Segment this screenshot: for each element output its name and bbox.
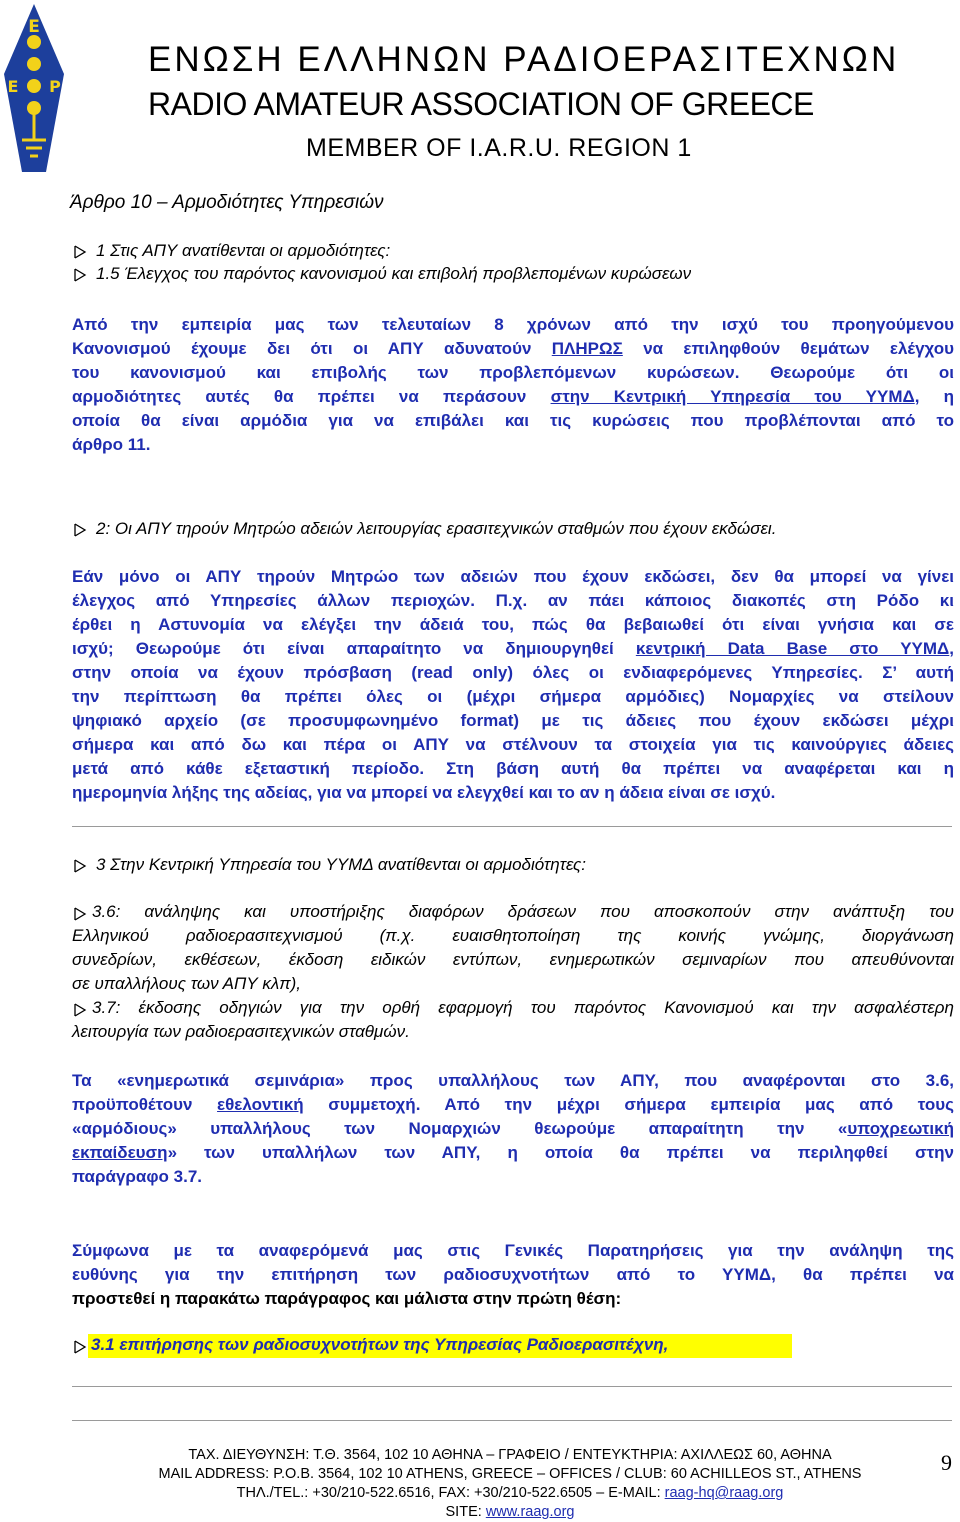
underlined-text: ΠΛΗΡΩΣ: [551, 339, 623, 358]
article-title: Άρθρο 10 – Αρμοδιότητες Υπηρεσιών: [70, 192, 384, 213]
arrow-bullet-icon: [73, 1003, 87, 1017]
para2-line: ημερομηνία λήξης της αδείας, για να μπορεί να ελεγχθεί και το αν η άδεια είναι σε ισχύ.: [72, 783, 776, 802]
email-link[interactable]: raag-hq@raag.org: [664, 1485, 784, 1501]
para4-line: προϋποθέτουν εθελοντική συμμετοχή. Από την μέχρι σήμερα εμπειρία μας από τους: [72, 1095, 954, 1114]
paragraph-2: [72, 565, 954, 805]
para1-line: Από την εμπειρία μας των τελευταίων 8 χρόνων από την ισχύ του προηγούμενου: [72, 315, 954, 334]
footer-line-4: SITE: www.raag.org: [445, 1504, 575, 1520]
para5-line: ευθύνης για την επιτήρηση των ραδιοσυχνοτήτων από το ΥΥΜΔ, θα πρέπει να: [72, 1265, 954, 1284]
footer-divider: [72, 1420, 952, 1421]
underlined-text: εκπαίδευση: [72, 1143, 168, 1162]
arrow-bullet-icon: [73, 245, 87, 259]
para1-line: οποία θα είναι αρμόδια για να επιβάλει και τις κυρώσεις που προβλέπονται από το: [72, 411, 954, 430]
para2-line: την περίπτωση θα πρέπει όλες οι (μέχρι σήμερα αρμόδιες) Νομαρχίες να στείλουν: [72, 687, 954, 706]
footer: [100, 1446, 920, 1522]
item-2: 2: Οι ΑΠΥ τηρούν Μητρώο αδειών λειτουργίας ερασιτεχνικών σταθμών που έχουν εκδώσει.: [96, 519, 777, 538]
page-number: 9: [941, 1450, 952, 1475]
paragraph-4: [72, 1069, 954, 1189]
para1-line: αρμοδιότητες αυτές θα πρέπει να περάσουν στην Κεντρική Υπηρεσία του ΥΥΜΔ, η: [72, 387, 955, 406]
logo-letter-top: Ε: [28, 17, 40, 37]
highlighted-paragraph: 3.1 επιτήρησης των ραδιοσυχνοτήτων της Υπηρεσίας Ραδιοερασιτέχνη,: [91, 1335, 669, 1354]
paragraph-3: [72, 900, 954, 1044]
para4-line: εκπαίδευση» των υπαλλήλων των ΑΠΥ, η οποία θα πρέπει να περιληφθεί στην: [72, 1143, 954, 1162]
divider: [72, 826, 952, 827]
raag-logo: [2, 2, 66, 174]
para2-line: έλεγχος από Υπηρεσίες άλλων περιοχών. Π.χ. αν πάει κάποιος διακοπές στη Ρόδο κι: [72, 591, 954, 610]
arrow-bullet-icon: [73, 1340, 87, 1354]
underlined-text: στην Κεντρική Υπηρεσία του ΥΥΜΔ: [550, 387, 915, 406]
para1-line: Κανονισμού έχουμε δει ότι οι ΑΠΥ αδυνατούν ΠΛΗΡΩΣ να επιληφθούν θεμάτων ελέγχου: [72, 339, 954, 358]
para2-line: στην οποία να έχουν πρόσβαση (read only) όλες οι ενδιαφερόμενες Υπηρεσίες. Σ’ αυτή: [72, 663, 954, 682]
para3-line: 3.6: ανάληψης και υποστήριξης διαφόρων δράσεων που αποσκοπούν στην ανάπτυξη του: [92, 902, 954, 921]
para1-line: άρθρο 11.: [72, 435, 151, 454]
para4-line: «αρμόδιους» υπαλλήλους των Νομαρχιών θεωρούμε απαραίτητη την «υποχρεωτική: [72, 1119, 954, 1138]
para3-line: λειτουργία των ραδιοερασιτεχνικών σταθμών.: [72, 1022, 410, 1041]
divider: [72, 1386, 952, 1387]
underlined-text: κεντρική Data Base στο ΥΥΜΔ: [635, 639, 950, 658]
footer-line-2: MAIL ADDRESS: P.O.B. 3564, 102 10 ATHENS, GREECE – OFFICES / CLUB: 60 ACHILLEOS ST., ATHENS: [158, 1466, 862, 1482]
logo-letter-left: Ε: [7, 77, 19, 96]
para2-line: έρθει η Αστυνομία να ελέγξει την άδειά του, πώς θα βεβαιωθεί ότι είναι γνήσια και σε: [72, 615, 954, 634]
para1-line: του κανονισμού και επιβολής των προβλεπόμενων κυρώσεων. Θεωρούμε ότι οι: [72, 363, 954, 382]
item-3: 3 Στην Κεντρική Υπηρεσία του ΥΥΜΔ ανατίθενται οι αρμοδιότητες:: [96, 855, 587, 874]
underlined-text: εθελοντική: [217, 1095, 304, 1114]
underlined-text: υποχρεωτική: [847, 1119, 954, 1138]
para2-line: σήμερα και από δω και πέρα οι ΑΠΥ να στέλνουν τα στοιχεία για τις καινούργιες άδειες: [72, 735, 954, 754]
site-link[interactable]: www.raag.org: [485, 1504, 575, 1520]
para2-line: μετά από κάθε εξεταστική περίοδο. Στη βάση αυτή θα πρέπει να αναφέρεται και η: [72, 759, 954, 778]
para2-line: Εάν μόνο οι ΑΠΥ τηρούν Μητρώο των αδειών που έχουν εκδώσει, δεν θα μπορεί να γίνει: [72, 567, 954, 586]
para5-line: Σύμφωνα με τα αναφερόμενά μας στις Γενικές Παρατηρήσεις για την ανάληψη της: [72, 1241, 954, 1260]
footer-line-3: ΤΗΛ./TEL.: +30/210-522.6516, FAX: +30/210-522.6505 – E-MAIL: raag-hq@raag.org: [236, 1485, 784, 1501]
para4-line: παράγραφο 3.7.: [72, 1167, 203, 1186]
item-1-5: 1.5 Έλεγχος του παρόντος κανονισμού και επιβολή προβλεπομένων κυρώσεων: [96, 264, 692, 283]
para3-line: συνεδρίων, εκθέσεων, έκδοση ειδικών εντύπων, ενημερωτικών σεμιναρίων που απευθύνονται: [72, 950, 954, 969]
arrow-bullet-icon: [73, 859, 87, 873]
paragraph-5: [72, 1239, 954, 1311]
org-name-english: RADIO AMATEUR ASSOCIATION OF GREECE: [148, 86, 814, 122]
org-name-greek: ΕΝΩΣΗ ΕΛΛΗΝΩΝ ΡΑΔΙΟΕΡΑΣΙΤΕΧΝΩΝ: [148, 40, 900, 79]
footer-line-1: ΤΑΧ. ΔΙΕΥΘΥΝΣΗ: Τ.Θ. 3564, 102 10 ΑΘΗΝΑ – ΓΡΑΦΕΙΟ / ΕΝΤΕΥΚΤΗΡΙΑ: ΑΧΙΛΛΕΩΣ 60, ΑΘΗΝΑ: [188, 1447, 832, 1463]
para3-line: Ελληνικού ραδιοερασιτεχνισμού (π.χ. ευαισθητοποίηση της κοινής γνώμης, διοργάνωση: [72, 926, 954, 945]
logo-letter-right: Ρ: [49, 77, 61, 96]
arrow-bullet-icon: [73, 268, 87, 282]
para5-line: προστεθεί η παρακάτω παράγραφος και μάλιστα στην πρώτη θέση:: [72, 1289, 622, 1308]
item-1: 1 Στις ΑΠΥ ανατίθενται οι αρμοδιότητες:: [96, 241, 391, 260]
para3-line: σε υπαλλήλους των ΑΠΥ κλπ),: [72, 974, 302, 993]
arrow-bullet-icon: [73, 523, 87, 537]
para2-line: ψηφιακό αρχείο (σε προσυμφωνημένο format) με τις άδειες που έχουν εκδώσει μέχρι: [72, 711, 954, 730]
para2-line: ισχύ; Θεωρούμε ότι είναι απαραίτητο να δημιουργηθεί κεντρική Data Base στο ΥΥΜΔ,: [72, 639, 955, 658]
para4-line: Τα «ενημερωτικά σεμινάρια» προς υπαλλήλους των ΑΠΥ, που αναφέρονται στο 3.6,: [72, 1071, 954, 1090]
paragraph-1: [72, 313, 954, 457]
membership-line: MEMBER OF I.A.R.U. REGION 1: [306, 134, 692, 162]
para3-line: 3.7: έκδοσης οδηγιών για την ορθή εφαρμογή του παρόντος Κανονισμού και την ασφαλέστερη: [92, 998, 954, 1017]
